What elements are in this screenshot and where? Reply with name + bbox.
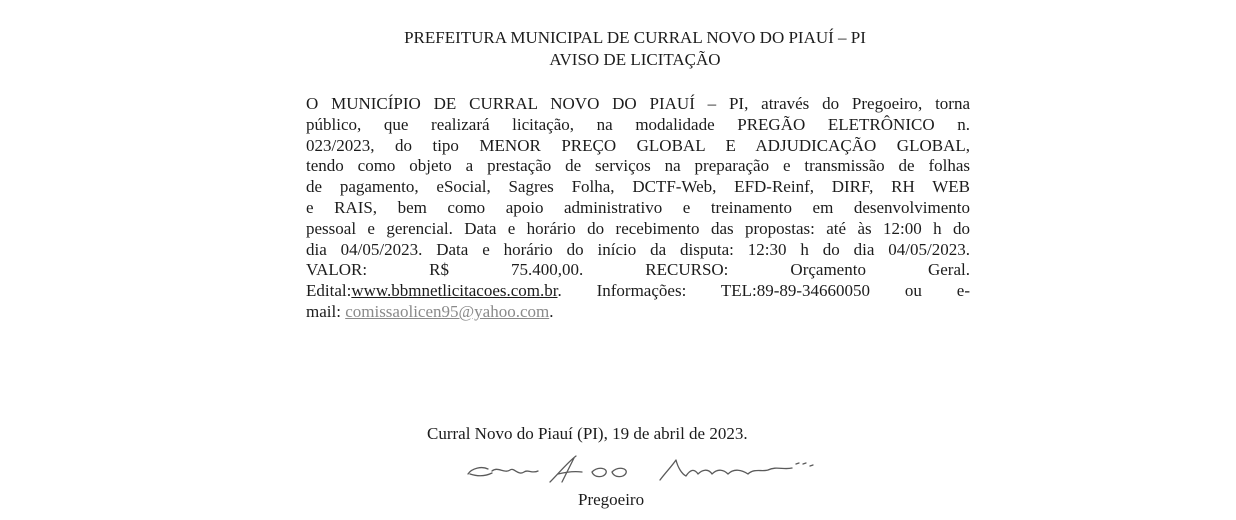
- edital-link[interactable]: www.bbmnetlicitacoes.com.br: [351, 281, 558, 301]
- body-line: O MUNICÍPIO DE CURRAL NOVO DO PIAUÍ – PI, através do Pregoeiro, torna: [306, 94, 970, 113]
- body-line: dia 04/05/2023. Data e horário do início da disputa: 12:30 h do dia 04/05/2023.: [306, 239, 970, 259]
- email-link[interactable]: comissaolicen95@yahoo.com: [345, 301, 550, 321]
- body-line: e RAIS, bem como apoio administrativo e treinamento em desenvolvimento: [306, 197, 970, 217]
- municipality-title: PREFEITURA MUNICIPAL DE CURRAL NOVO DO PIAUÍ – PI: [404, 28, 866, 47]
- email-line: [306, 302, 970, 323]
- info-text: . Informações: TEL:89-89-34660050 ou e-: [557, 281, 970, 301]
- handwritten-signature: [462, 452, 832, 488]
- notice-body: [306, 94, 970, 323]
- notice-title: AVISO DE LICITAÇÃO: [549, 50, 721, 69]
- email-end: .: [549, 301, 554, 321]
- body-line: 023/2023, do tipo MENOR PREÇO GLOBAL E ADJUDICAÇÃO GLOBAL,: [306, 135, 970, 155]
- edital-line: [306, 281, 970, 302]
- body-line: pessoal e gerencial. Data e horário do recebimento das propostas: até às 12:00 h do: [306, 218, 970, 238]
- place-date: Curral Novo do Piauí (PI), 19 de abril de 2023.: [427, 424, 748, 443]
- body-line: tendo como objeto a prestação de serviços na preparação e transmissão de folhas: [306, 156, 970, 176]
- signer-role: Pregoeiro: [578, 490, 645, 509]
- body-line: VALOR: R$ 75.400,00. RECURSO: Orçamento Geral.: [306, 260, 970, 280]
- edital-label: Edital:: [306, 281, 352, 301]
- body-line: de pagamento, eSocial, Sagres Folha, DCTF-Web, EFD-Reinf, DIRF, RH WEB: [306, 177, 970, 197]
- body-line: público, que realizará licitação, na modalidade PREGÃO ELETRÔNICO n.: [306, 114, 970, 134]
- email-label: mail:: [306, 301, 346, 321]
